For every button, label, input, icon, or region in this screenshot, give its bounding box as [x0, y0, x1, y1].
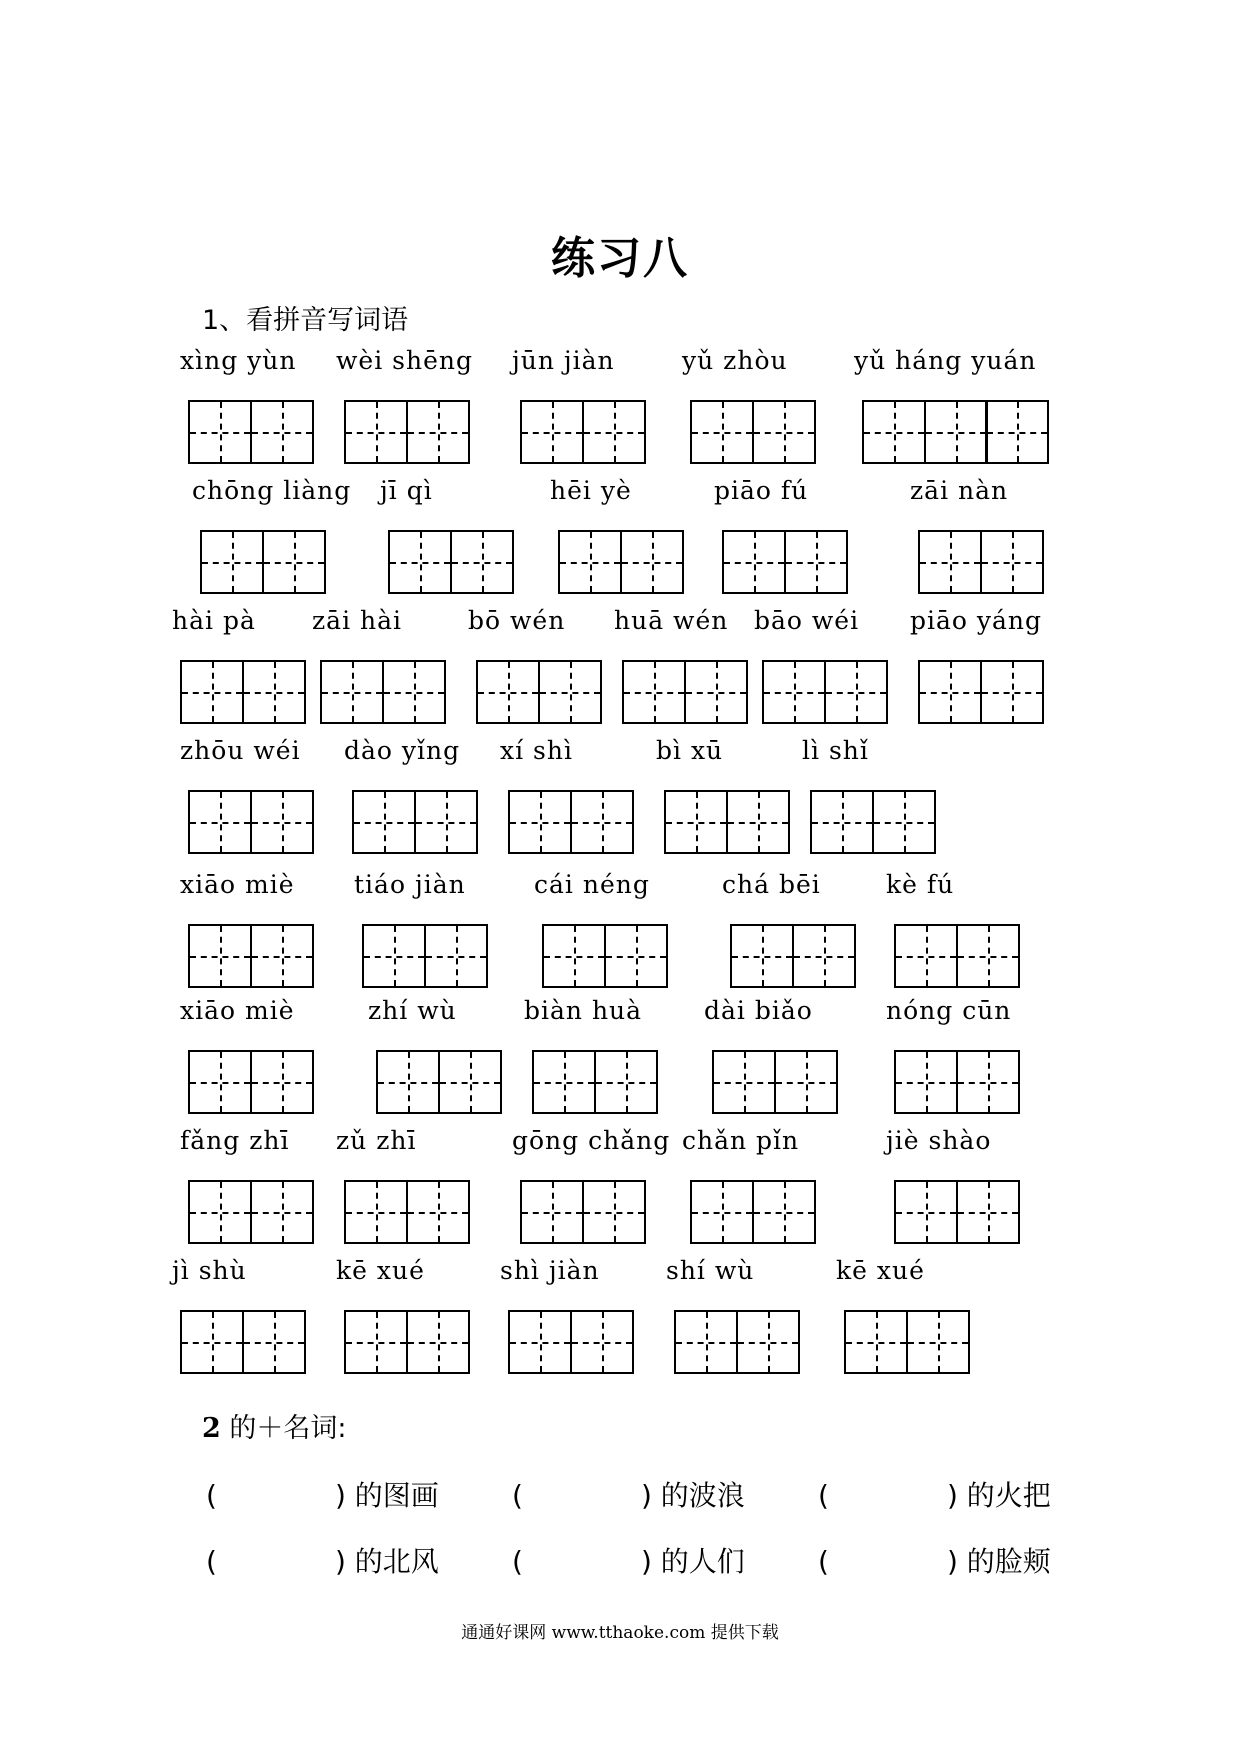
writing-cells — [520, 400, 643, 464]
tian-zi-ge-cell[interactable] — [262, 530, 326, 594]
tian-zi-ge-cell[interactable] — [924, 400, 988, 464]
tian-zi-ge-cell[interactable] — [736, 1310, 800, 1374]
tian-zi-ge-cell[interactable] — [604, 924, 668, 988]
word-group — [368, 996, 499, 1114]
word-group — [682, 346, 813, 464]
fill-item[interactable]: ( ) 的波浪 — [512, 1479, 745, 1512]
word-group — [336, 1256, 467, 1374]
tian-zi-ge-cell[interactable] — [582, 1180, 646, 1244]
tian-zi-ge-cell[interactable] — [844, 1310, 908, 1374]
pinyin-label: tiáo jiàn — [354, 870, 466, 899]
writing-cells — [862, 400, 1047, 464]
writing-cells — [712, 1050, 835, 1114]
tian-zi-ge-cell[interactable] — [352, 790, 416, 854]
word-group — [704, 996, 835, 1114]
tian-zi-ge-cell[interactable] — [476, 660, 540, 724]
tian-zi-ge-cell[interactable] — [690, 400, 754, 464]
word-group — [180, 996, 311, 1114]
pinyin-label: yǔ háng yuán — [854, 346, 1037, 375]
writing-cells — [894, 1050, 1017, 1114]
writing-cells — [894, 924, 1017, 988]
pinyin-label: yǔ zhòu — [682, 346, 788, 375]
word-group — [312, 606, 443, 724]
tian-zi-ge-cell[interactable] — [508, 790, 572, 854]
writing-cells — [508, 1310, 631, 1374]
word-group — [886, 996, 1017, 1114]
tian-zi-ge-cell[interactable] — [188, 400, 252, 464]
pinyin-label: dài biǎo — [704, 996, 813, 1025]
tian-zi-ge-cell[interactable] — [538, 660, 602, 724]
fill-item[interactable]: ( ) 的北风 — [206, 1545, 439, 1578]
tian-zi-ge-cell[interactable] — [344, 1180, 408, 1244]
pinyin-label: zāi nàn — [910, 476, 1009, 505]
tian-zi-ge-cell[interactable] — [810, 790, 874, 854]
word-group — [682, 1126, 813, 1244]
tian-zi-ge-cell[interactable] — [918, 660, 982, 724]
writing-cells — [188, 1050, 311, 1114]
tian-zi-ge-cell[interactable] — [250, 790, 314, 854]
pinyin-label: huā wén — [614, 606, 729, 635]
fill-item[interactable]: ( ) 的脸颊 — [818, 1545, 1051, 1578]
tian-zi-ge-cell[interactable] — [570, 790, 634, 854]
tian-zi-ge-cell[interactable] — [824, 660, 888, 724]
writing-cells — [180, 660, 303, 724]
tian-zi-ge-cell[interactable] — [862, 400, 926, 464]
tian-zi-ge-cell[interactable] — [674, 1310, 738, 1374]
tian-zi-ge-cell[interactable] — [250, 400, 314, 464]
pinyin-label: hēi yè — [550, 476, 632, 505]
tian-zi-ge-cell[interactable] — [726, 790, 790, 854]
tian-zi-ge-cell[interactable] — [188, 924, 252, 988]
pinyin-label: xìng yùn — [180, 346, 297, 375]
tian-zi-ge-cell[interactable] — [520, 1180, 584, 1244]
tian-zi-ge-cell[interactable] — [188, 1180, 252, 1244]
writing-cells — [762, 660, 885, 724]
pinyin-label: gōng chǎng — [512, 1126, 671, 1155]
tian-zi-ge-cell[interactable] — [376, 1050, 440, 1114]
writing-cells — [722, 530, 845, 594]
tian-zi-ge-cell[interactable] — [508, 1310, 572, 1374]
pinyin-label: chá bēi — [722, 870, 821, 899]
tian-zi-ge-cell[interactable] — [792, 924, 856, 988]
word-group — [180, 346, 311, 464]
pinyin-label: bō wén — [468, 606, 566, 635]
writing-cells — [344, 1180, 467, 1244]
writing-cells — [894, 1180, 1017, 1244]
word-group — [512, 346, 643, 464]
tian-zi-ge-cell[interactable] — [406, 1180, 470, 1244]
tian-zi-ge-cell[interactable] — [406, 1310, 470, 1374]
word-group — [666, 1256, 797, 1374]
word-group — [380, 476, 511, 594]
writing-cells — [388, 530, 511, 594]
writing-cells — [200, 530, 323, 594]
tian-zi-ge-cell[interactable] — [242, 1310, 306, 1374]
tian-zi-ge-cell[interactable] — [414, 790, 478, 854]
word-group — [172, 1256, 303, 1374]
writing-cells — [622, 660, 745, 724]
tian-zi-ge-cell[interactable] — [894, 1180, 958, 1244]
writing-cells — [664, 790, 787, 854]
tian-zi-ge-cell[interactable] — [980, 530, 1044, 594]
word-group — [854, 346, 1047, 464]
footer-credit: 通通好课网 www.tthaoke.com 提供下载 — [461, 1623, 779, 1643]
writing-cells — [542, 924, 665, 988]
tian-zi-ge-cell[interactable] — [320, 660, 384, 724]
tian-zi-ge-cell[interactable] — [872, 790, 936, 854]
pinyin-label: biàn huà — [524, 996, 643, 1025]
pinyin-label: xiāo miè — [180, 870, 295, 899]
pinyin-label: kè fú — [886, 870, 955, 899]
tian-zi-ge-cell[interactable] — [894, 924, 958, 988]
tian-zi-ge-cell[interactable] — [762, 660, 826, 724]
tian-zi-ge-cell[interactable] — [450, 530, 514, 594]
writing-cells — [520, 1180, 643, 1244]
tian-zi-ge-cell[interactable] — [200, 530, 264, 594]
pinyin-label: piāo fú — [714, 476, 809, 505]
word-group — [722, 870, 853, 988]
tian-zi-ge-cell[interactable] — [985, 400, 1049, 464]
tian-zi-ge-cell[interactable] — [388, 530, 452, 594]
writing-cells — [188, 790, 311, 854]
writing-cells — [344, 1310, 467, 1374]
tian-zi-ge-cell[interactable] — [406, 400, 470, 464]
pinyin-label: piāo yáng — [910, 606, 1043, 635]
tian-zi-ge-cell[interactable] — [712, 1050, 776, 1114]
tian-zi-ge-cell[interactable] — [690, 1180, 754, 1244]
word-group — [500, 1256, 631, 1374]
fill-item[interactable]: ( ) 的图画 — [206, 1479, 439, 1512]
writing-cells — [532, 1050, 655, 1114]
writing-cells — [730, 924, 853, 988]
tian-zi-ge-cell[interactable] — [594, 1050, 658, 1114]
pinyin-label: chōng liàng — [192, 476, 352, 505]
word-group — [336, 1126, 467, 1244]
tian-zi-ge-cell[interactable] — [188, 1050, 252, 1114]
word-group — [534, 870, 665, 988]
word-group — [836, 1256, 967, 1374]
pinyin-label: kē xué — [336, 1256, 425, 1285]
tian-zi-ge-cell[interactable] — [730, 924, 794, 988]
tian-zi-ge-cell[interactable] — [784, 530, 848, 594]
page-title: 练习八 — [551, 233, 689, 284]
pinyin-label: shí wù — [666, 1256, 755, 1285]
word-group — [468, 606, 599, 724]
tian-zi-ge-cell[interactable] — [582, 400, 646, 464]
section-2-number: 2 — [202, 1413, 221, 1444]
pinyin-label: kē xué — [836, 1256, 925, 1285]
tian-zi-ge-cell[interactable] — [956, 1180, 1020, 1244]
fill-item[interactable]: ( ) 的人们 — [512, 1545, 745, 1578]
tian-zi-ge-cell[interactable] — [622, 660, 686, 724]
pinyin-label: nóng cūn — [886, 996, 1012, 1025]
tian-zi-ge-cell[interactable] — [752, 400, 816, 464]
pinyin-label: shì jiàn — [500, 1256, 600, 1285]
word-group — [192, 476, 352, 594]
writing-cells — [180, 1310, 303, 1374]
pinyin-label: zhōu wéi — [180, 736, 301, 765]
word-group — [512, 1126, 671, 1244]
word-group — [802, 736, 933, 854]
tian-zi-ge-cell[interactable] — [188, 790, 252, 854]
tian-zi-ge-cell[interactable] — [180, 660, 244, 724]
pinyin-label: zāi hài — [312, 606, 403, 635]
writing-cells — [376, 1050, 499, 1114]
pinyin-label: jiè shào — [886, 1126, 992, 1155]
tian-zi-ge-cell[interactable] — [250, 924, 314, 988]
tian-zi-ge-cell[interactable] — [906, 1310, 970, 1374]
pinyin-label: bāo wéi — [754, 606, 860, 635]
section-2-heading — [202, 1406, 347, 1445]
pinyin-label: xí shì — [500, 736, 573, 765]
section-2-label: 的＋名词: — [229, 1413, 347, 1444]
writing-cells — [918, 530, 1041, 594]
pinyin-label: chǎn pǐn — [682, 1126, 800, 1155]
tian-zi-ge-cell[interactable] — [344, 1310, 408, 1374]
writing-cells — [558, 530, 681, 594]
fill-item[interactable]: ( ) 的火把 — [818, 1479, 1051, 1512]
writing-cells — [508, 790, 631, 854]
tian-zi-ge-cell[interactable] — [894, 1050, 958, 1114]
writing-cells — [674, 1310, 797, 1374]
writing-cells — [344, 400, 467, 464]
tian-zi-ge-cell[interactable] — [956, 924, 1020, 988]
tian-zi-ge-cell[interactable] — [250, 1180, 314, 1244]
tian-zi-ge-cell[interactable] — [344, 400, 408, 464]
tian-zi-ge-cell[interactable] — [570, 1310, 634, 1374]
tian-zi-ge-cell[interactable] — [722, 530, 786, 594]
word-group — [524, 996, 655, 1114]
tian-zi-ge-cell[interactable] — [558, 530, 622, 594]
word-group — [336, 346, 473, 464]
writing-cells — [362, 924, 485, 988]
tian-zi-ge-cell[interactable] — [532, 1050, 596, 1114]
tian-zi-ge-cell[interactable] — [520, 400, 584, 464]
pinyin-label: dào yǐng — [344, 736, 461, 765]
tian-zi-ge-cell[interactable] — [180, 1310, 244, 1374]
writing-cells — [188, 400, 311, 464]
writing-cells — [810, 790, 933, 854]
writing-cells — [918, 660, 1041, 724]
tian-zi-ge-cell[interactable] — [752, 1180, 816, 1244]
word-group — [180, 1126, 311, 1244]
word-group — [354, 870, 485, 988]
word-group — [714, 476, 845, 594]
pinyin-label: jī qì — [380, 476, 433, 505]
section-1-heading: 1、看拼音写词语 — [202, 305, 409, 336]
pinyin-label: hài pà — [172, 606, 256, 635]
word-group — [886, 1126, 1017, 1244]
word-group — [550, 476, 681, 594]
word-group — [910, 476, 1041, 594]
word-group — [910, 606, 1043, 724]
writing-cells — [352, 790, 475, 854]
writing-cells — [844, 1310, 967, 1374]
pinyin-label: bì xū — [656, 736, 724, 765]
tian-zi-ge-cell[interactable] — [542, 924, 606, 988]
word-group — [344, 736, 475, 854]
word-group — [172, 606, 303, 724]
tian-zi-ge-cell[interactable] — [620, 530, 684, 594]
word-group — [886, 870, 1017, 988]
pinyin-label: zǔ zhī — [336, 1126, 417, 1155]
writing-cells — [690, 400, 813, 464]
tian-zi-ge-cell[interactable] — [438, 1050, 502, 1114]
tian-zi-ge-cell[interactable] — [362, 924, 426, 988]
pinyin-label: fǎng zhī — [180, 1126, 290, 1155]
word-group — [614, 606, 745, 724]
tian-zi-ge-cell[interactable] — [242, 660, 306, 724]
writing-cells — [690, 1180, 813, 1244]
pinyin-label: lì shǐ — [802, 736, 869, 765]
writing-cells — [188, 1180, 311, 1244]
word-group — [656, 736, 787, 854]
tian-zi-ge-cell[interactable] — [684, 660, 748, 724]
tian-zi-ge-cell[interactable] — [250, 1050, 314, 1114]
writing-cells — [320, 660, 443, 724]
tian-zi-ge-cell[interactable] — [382, 660, 446, 724]
tian-zi-ge-cell[interactable] — [980, 660, 1044, 724]
word-group — [180, 736, 311, 854]
tian-zi-ge-cell[interactable] — [956, 1050, 1020, 1114]
tian-zi-ge-cell[interactable] — [424, 924, 488, 988]
pinyin-label: jūn jiàn — [512, 346, 615, 375]
writing-cells — [188, 924, 311, 988]
word-group — [754, 606, 885, 724]
pinyin-label: xiāo miè — [180, 996, 295, 1025]
tian-zi-ge-cell[interactable] — [774, 1050, 838, 1114]
tian-zi-ge-cell[interactable] — [918, 530, 982, 594]
pinyin-label: wèi shēng — [336, 346, 473, 375]
word-group — [180, 870, 311, 988]
pinyin-label: jì shù — [172, 1256, 247, 1285]
pinyin-label: cái néng — [534, 870, 650, 899]
writing-cells — [476, 660, 599, 724]
tian-zi-ge-cell[interactable] — [664, 790, 728, 854]
pinyin-label: zhí wù — [368, 996, 457, 1025]
word-group — [500, 736, 631, 854]
